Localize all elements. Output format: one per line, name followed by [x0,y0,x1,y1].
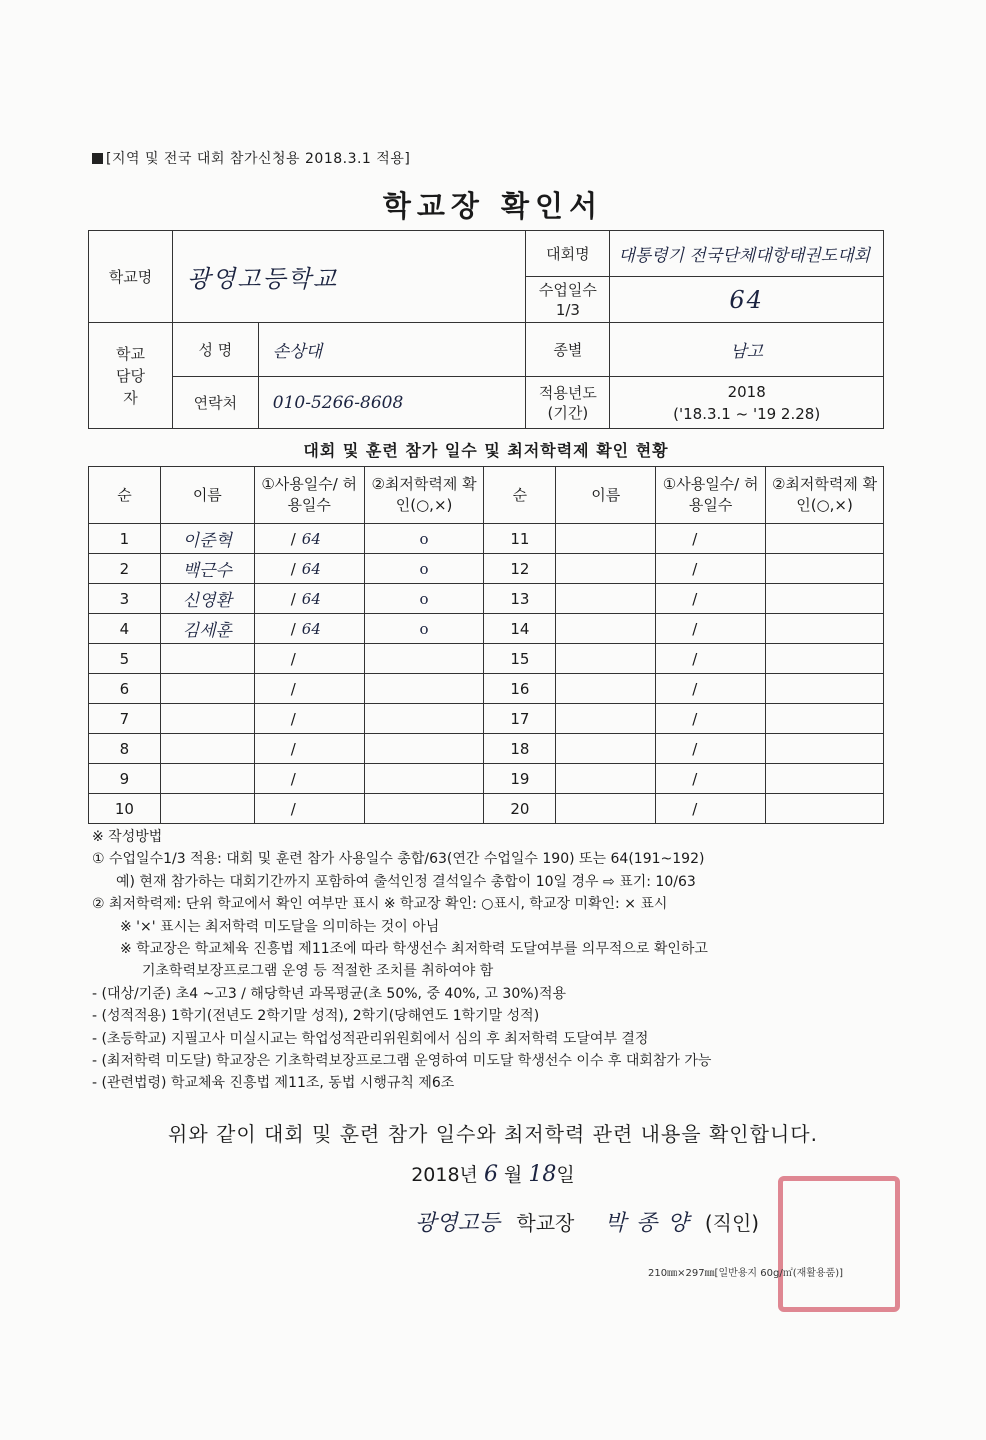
row-number: 14 [484,614,556,644]
athlete-name: 김세훈 [160,614,254,644]
athlete-name [160,794,254,824]
days-used [656,674,766,704]
athlete-name [556,554,656,584]
academic-check [766,614,884,644]
slash-separator: / [692,649,698,668]
academic-check: o [364,524,484,554]
school-label: 학교명 [89,231,173,323]
academic-check [364,734,484,764]
row-number: 4 [89,614,161,644]
table-body [89,524,884,824]
table-row [89,644,884,674]
athlete-name [556,704,656,734]
classdays-label: 수업일수 1/3 [526,277,610,323]
table-row [89,734,884,764]
table-row [89,584,884,614]
athlete-name [556,524,656,554]
slash-separator: / [290,559,296,578]
note-line: 기초학력보장프로그램 운영 등 적절한 조치를 취하여야 함 [142,963,494,980]
slash-separator: / [290,589,296,608]
days-value: 64 [301,529,321,548]
days-used [656,764,766,794]
slash-separator: / [692,739,698,758]
days-used [254,764,364,794]
days-used [254,644,364,674]
header-days: ①사용일수/ 허용일수 [254,467,364,524]
confirmation-text: 위와 같이 대회 및 훈련 참가 일수와 최저학력 관련 내용을 확인합니다. [168,1122,818,1146]
row-number: 3 [89,584,161,614]
table-row [89,524,884,554]
academic-check [766,704,884,734]
academic-check [766,644,884,674]
academic-check [364,674,484,704]
days-used [656,524,766,554]
info-table [88,230,884,429]
row-number: 1 [89,524,161,554]
note-line: 예) 현재 참가하는 대회기간까지 포함하여 출석인정 결석일수 총합이 10일 경우 ⇨ 표기: 10/63 [116,873,696,890]
note-line: ① 수업일수1/3 적용: 대회 및 훈련 참가 사용일수 총합/63(연간 수업일수 190) 또는 64(191~192) [92,851,705,868]
row-number: 18 [484,734,556,764]
note-line: ※ '×' 표시는 최저학력 미도달을 의미하는 것이 아님 [120,918,440,935]
athlete-name [556,584,656,614]
year-value: 2018 ('18.3.1 ~ '19 2.28) [610,377,884,429]
document-title: 학교장 확인서 [382,189,604,223]
slash-separator: / [290,709,296,728]
academic-check [766,554,884,584]
athlete-name [160,704,254,734]
slash-separator: / [290,649,296,668]
row-number: 9 [89,764,161,794]
athlete-name: 이준혁 [160,524,254,554]
table-subtitle: 대회 및 훈련 참가 일수 및 최저학력제 확인 현황 [303,441,669,460]
table-row [89,794,884,824]
year-label: 적용년도 (기간) [526,377,610,429]
row-number: 13 [484,584,556,614]
athlete-name [556,794,656,824]
academic-check: o [364,614,484,644]
days-used [254,524,364,554]
athlete-name [556,674,656,704]
header-name: 이름 [160,467,254,524]
manager-label: 학교 담당자 [89,323,173,429]
slash-separator: / [692,529,698,548]
slash-separator: / [692,769,698,788]
athlete-name [160,734,254,764]
participation-table [88,466,884,824]
table-row [89,554,884,584]
row-number: 20 [484,794,556,824]
instructions [92,826,892,1095]
header-days: ①사용일수/ 허용일수 [656,467,766,524]
name-label: 성 명 [172,323,258,377]
row-number: 15 [484,644,556,674]
name-value: 손상대 [258,323,526,377]
academic-check [766,764,884,794]
days-used [656,584,766,614]
note-line: - (초등학교) 지필고사 미실시교는 학업성적관리위원회에서 심의 후 최저학력 도달여부 결정 [92,1030,649,1047]
academic-check [766,674,884,704]
paper-size-note: 210㎜×297㎜[일반용지 60g/㎡(재활용품)] [648,1268,844,1279]
days-used [656,644,766,674]
academic-check [766,794,884,824]
note-line: - (대상/기준) 초4 ~고3 / 해당학년 과목평균(초 50%, 중 40%, 고 30%)적용 [92,985,567,1002]
row-number: 5 [89,644,161,674]
slash-separator: / [290,739,296,758]
athlete-name [556,764,656,794]
days-used [656,554,766,584]
signing-date: 2018년 6 월 18일 [411,1162,575,1187]
row-number: 19 [484,764,556,794]
days-used [254,794,364,824]
academic-check: o [364,554,484,584]
event-label: 대회명 [526,231,610,277]
days-used [656,614,766,644]
athlete-name [160,644,254,674]
academic-check [364,644,484,674]
row-number: 2 [89,554,161,584]
slash-separator: / [692,799,698,818]
gender-label: 종별 [526,323,610,377]
academic-check [766,734,884,764]
academic-check [766,524,884,554]
row-number: 6 [89,674,161,704]
athlete-name [160,764,254,794]
slash-separator: / [692,709,698,728]
days-value: 64 [301,589,321,608]
table-row [89,764,884,794]
days-used [254,554,364,584]
days-used [656,794,766,824]
row-number: 10 [89,794,161,824]
days-used [254,734,364,764]
slash-separator: / [692,619,698,638]
athlete-name [556,614,656,644]
row-number: 7 [89,704,161,734]
slash-separator: / [290,769,296,788]
table-row [89,704,884,734]
slash-separator: / [290,619,296,638]
days-used [254,704,364,734]
athlete-name: 신영환 [160,584,254,614]
slash-separator: / [692,679,698,698]
row-number: 11 [484,524,556,554]
athlete-name [556,734,656,764]
contact-value: 010-5266-8608 [258,377,526,429]
days-used [254,614,364,644]
official-seal-stamp [778,1176,900,1312]
header-no: 순 [484,467,556,524]
header-check: ②최저학력제 확인(○,×) [364,467,484,524]
header-note: [지역 및 전국 대회 참가신청용 2018.3.1 적용] [92,148,410,168]
note-line: ※ 학교장은 학교체육 진흥법 제11조에 따라 학생선수 최저학력 도달여부를 의무적으로 확인하고 [120,941,708,958]
slash-separator: / [290,799,296,818]
athlete-name: 백근수 [160,554,254,584]
square-bullet-icon [92,153,103,164]
days-used [254,674,364,704]
row-number: 12 [484,554,556,584]
note-line: - (관련법령) 학교체육 진흥법 제11조, 동법 시행규칙 제6조 [92,1075,455,1092]
table-row [89,674,884,704]
note-line: - (성적적용) 1학기(전년도 2학기말 성적), 2학기(당해연도 1학기말 성적) [92,1008,540,1025]
table-row [89,614,884,644]
days-value: 64 [301,559,321,578]
days-used [656,734,766,764]
header-name: 이름 [556,467,656,524]
row-number: 16 [484,674,556,704]
row-number: 8 [89,734,161,764]
academic-check: o [364,584,484,614]
athlete-name [160,674,254,704]
days-used [254,584,364,614]
days-used [656,704,766,734]
academic-check [766,584,884,614]
academic-check [364,704,484,734]
slash-separator: / [290,679,296,698]
academic-check [364,794,484,824]
school-value: 광영고등학교 [172,231,525,323]
note-line: ② 최저학력제: 단위 학교에서 확인 여부만 표시 ※ 학교장 확인: ○표시, 학교장 미확인: × 표시 [92,896,668,913]
gender-value: 남고 [610,323,884,377]
signature-line: 광영고등 학교장 박종양 (직인) [415,1211,760,1236]
note-line: - (최저학력 미도달) 학교장은 기초학력보장프로그램 운영하여 미도달 학생선수 이수 후 대회참가 가능 [92,1053,712,1070]
days-value: 64 [301,619,321,638]
slash-separator: / [692,559,698,578]
classdays-value: 64 [610,277,884,323]
notes-heading: ※ 작성방법 [92,829,163,845]
header-no: 순 [89,467,161,524]
header-check: ②최저학력제 확인(○,×) [766,467,884,524]
row-number: 17 [484,704,556,734]
slash-separator: / [692,589,698,608]
academic-check [364,764,484,794]
contact-label: 연락처 [172,377,258,429]
athlete-name [556,644,656,674]
event-value: 대통령기 전국단체대항태권도대회 [610,231,884,277]
slash-separator: / [290,529,296,548]
